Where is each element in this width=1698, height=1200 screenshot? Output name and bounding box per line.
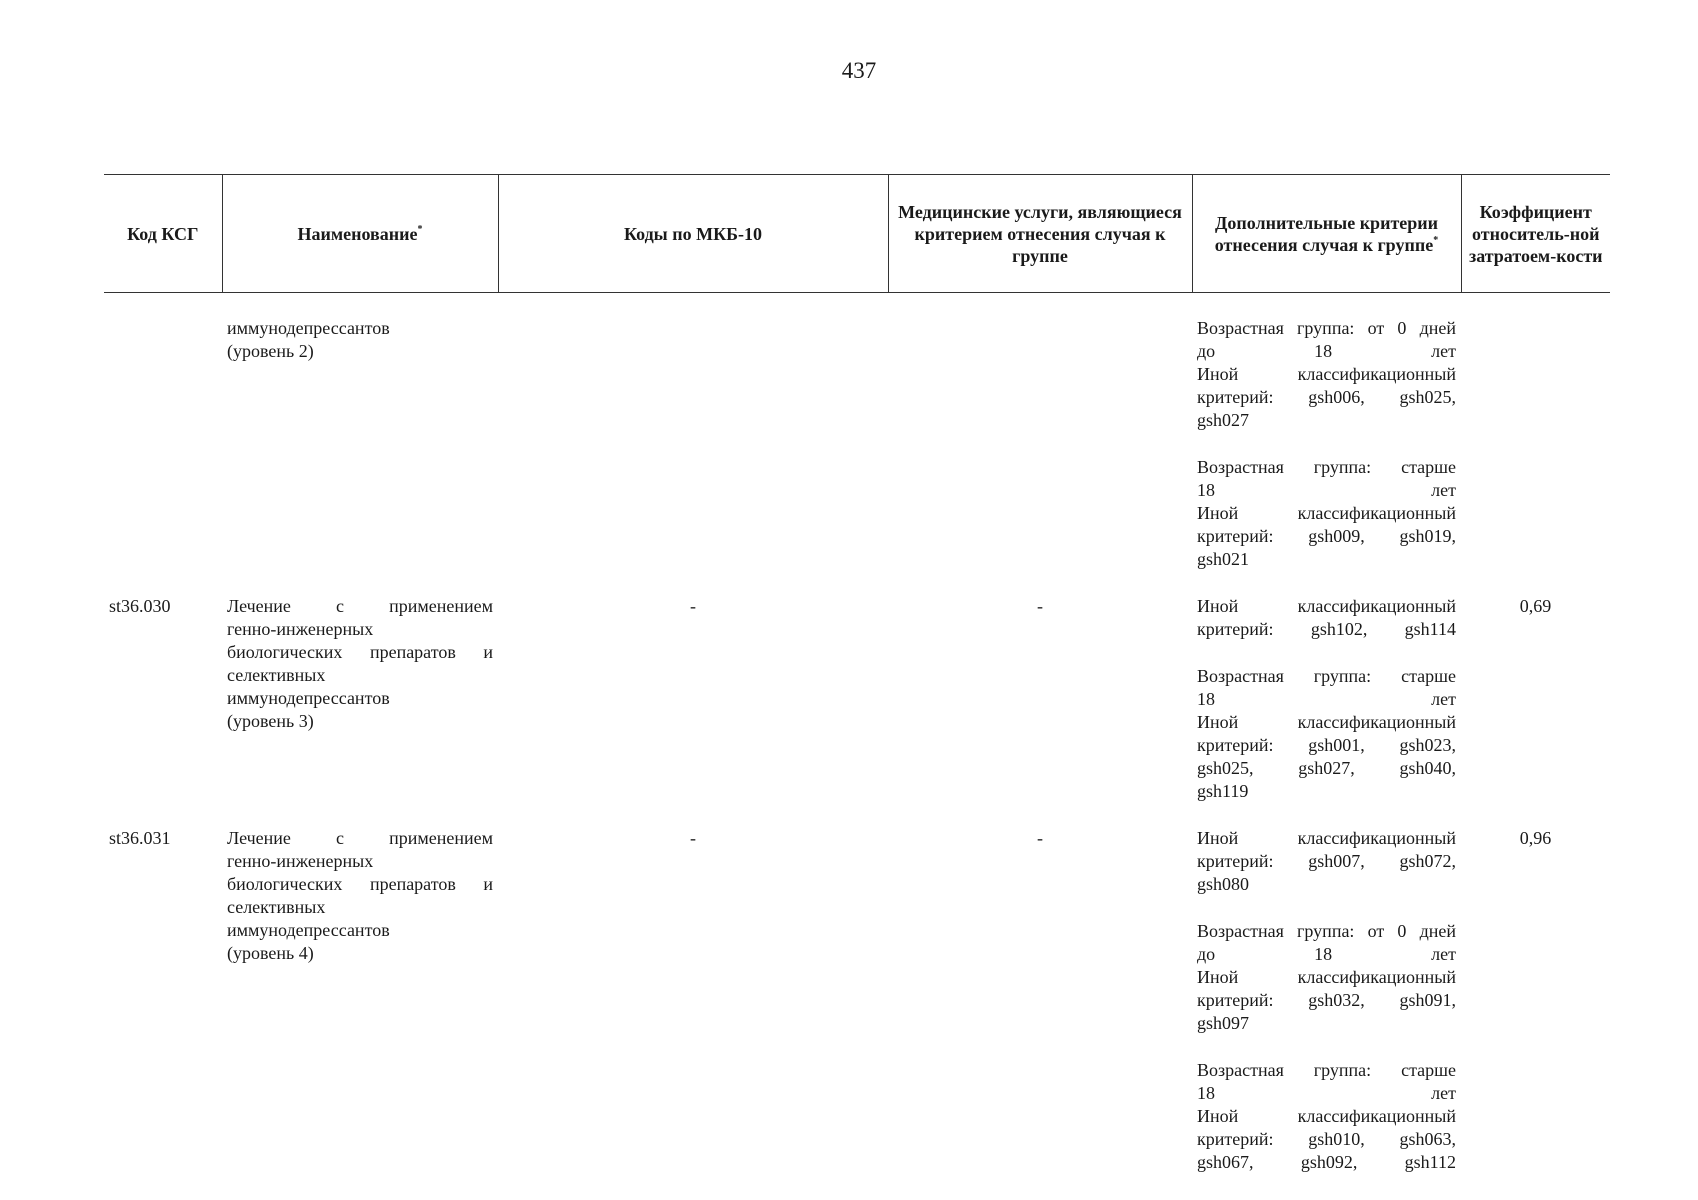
- criteria-block: [1197, 920, 1456, 1035]
- criteria-line: gsh067, gsh092, gsh112: [1197, 1152, 1456, 1172]
- cost-coefficient: 0,96: [1519, 828, 1552, 848]
- criteria-line: 18 лет: [1197, 1083, 1456, 1103]
- criteria-line: gsh021: [1197, 549, 1250, 569]
- criteria-line: gsh027: [1197, 410, 1250, 430]
- criteria-line: Иной классификационный: [1197, 828, 1456, 848]
- footnote-mark: *: [1433, 234, 1439, 246]
- criteria-line: критерий: gsh102, gsh114: [1197, 619, 1456, 639]
- additional-criteria: [1192, 803, 1461, 1174]
- name-line: селективных: [227, 897, 326, 917]
- ksg-name: [222, 571, 498, 803]
- criteria-block: [1197, 456, 1456, 571]
- header-criteria: Дополнительные критерии отнесения случая к группе*: [1192, 175, 1461, 293]
- name-line: (уровень 3): [227, 711, 314, 731]
- criteria-line: Возрастная группа: от 0 дней: [1197, 921, 1456, 941]
- criteria-block: [1197, 827, 1456, 896]
- name-line: Лечение с применением: [227, 828, 493, 848]
- criteria-line: gsh080: [1197, 874, 1250, 894]
- name-line: (уровень 2): [227, 341, 314, 361]
- name-line: иммунодепрессантов: [227, 920, 390, 940]
- ksg-code: st36.031: [109, 828, 171, 848]
- ksg-code: [104, 293, 222, 572]
- medical-services: -: [1037, 828, 1043, 848]
- criteria-line: критерий: gsh010, gsh063,: [1197, 1129, 1456, 1149]
- criteria-line: 18 лет: [1197, 689, 1456, 709]
- header-services: Медицинские услуги, являющиеся критерием отнесения случая к группе: [888, 175, 1192, 293]
- criteria-line: критерий: gsh006, gsh025,: [1197, 387, 1456, 407]
- criteria-line: до 18 лет: [1197, 341, 1456, 361]
- criteria-line: Иной классификационный: [1197, 364, 1456, 384]
- ksg-name: [222, 293, 498, 572]
- criteria-line: Возрастная группа: старше: [1197, 457, 1456, 477]
- name-line: генно-инженерных: [227, 851, 374, 871]
- mkb-codes: -: [690, 596, 696, 616]
- name-line: генно-инженерных: [227, 619, 374, 639]
- page-number: 437: [841, 58, 877, 83]
- medical-services: [888, 293, 1192, 572]
- criteria-line: Возрастная группа: старше: [1197, 666, 1456, 686]
- criteria-block: [1197, 595, 1456, 641]
- mkb-codes: [498, 293, 888, 572]
- medical-services: -: [1037, 596, 1043, 616]
- ksg-name: [222, 803, 498, 1174]
- ksg-table: [104, 174, 1610, 1174]
- header-name: Наименование*: [222, 175, 498, 293]
- footnote-mark: *: [417, 223, 423, 235]
- criteria-line: 18 лет: [1197, 480, 1456, 500]
- criteria-line: gsh119: [1197, 781, 1249, 801]
- table-body: [104, 293, 1610, 1175]
- criteria-line: Иной классификационный: [1197, 712, 1456, 732]
- header-code: Код КСГ: [104, 175, 222, 293]
- criteria-line: Иной классификационный: [1197, 967, 1456, 987]
- name-line: иммунодепрессантов: [227, 318, 390, 338]
- criteria-line: Иной классификационный: [1197, 1106, 1456, 1126]
- criteria-line: gsh097: [1197, 1013, 1250, 1033]
- criteria-line: Возрастная группа: старше: [1197, 1060, 1456, 1080]
- additional-criteria: [1192, 293, 1461, 572]
- criteria-block: [1197, 665, 1456, 803]
- name-line: (уровень 4): [227, 943, 314, 963]
- criteria-line: Иной классификационный: [1197, 596, 1456, 616]
- name-line: биологических препаратов и: [227, 642, 493, 662]
- name-line: иммунодепрессантов: [227, 688, 390, 708]
- cost-coefficient: 0,69: [1519, 596, 1552, 616]
- header-coef: Коэффициент относитель-ной затратоем-кости: [1461, 175, 1610, 293]
- name-line: селективных: [227, 665, 326, 685]
- criteria-block: [1197, 317, 1456, 432]
- criteria-line: до 18 лет: [1197, 944, 1456, 964]
- ksg-code: st36.030: [109, 596, 171, 616]
- cost-coefficient: [1461, 293, 1610, 572]
- mkb-codes: -: [690, 828, 696, 848]
- table-header: [104, 175, 1610, 293]
- additional-criteria: [1192, 571, 1461, 803]
- criteria-line: gsh025, gsh027, gsh040,: [1197, 758, 1456, 778]
- criteria-line: Возрастная группа: от 0 дней: [1197, 318, 1456, 338]
- criteria-block: [1197, 1059, 1456, 1174]
- criteria-line: критерий: gsh001, gsh023,: [1197, 735, 1456, 755]
- name-line: биологических препаратов и: [227, 874, 493, 894]
- criteria-line: критерий: gsh007, gsh072,: [1197, 851, 1456, 871]
- criteria-line: Иной классификационный: [1197, 503, 1456, 523]
- criteria-line: критерий: gsh009, gsh019,: [1197, 526, 1456, 546]
- table-row: [104, 803, 1610, 1174]
- header-mkb: Коды по МКБ-10: [498, 175, 888, 293]
- criteria-line: критерий: gsh032, gsh091,: [1197, 990, 1456, 1010]
- table-row: [104, 571, 1610, 803]
- table-row: [104, 293, 1610, 572]
- name-line: Лечение с применением: [227, 596, 493, 616]
